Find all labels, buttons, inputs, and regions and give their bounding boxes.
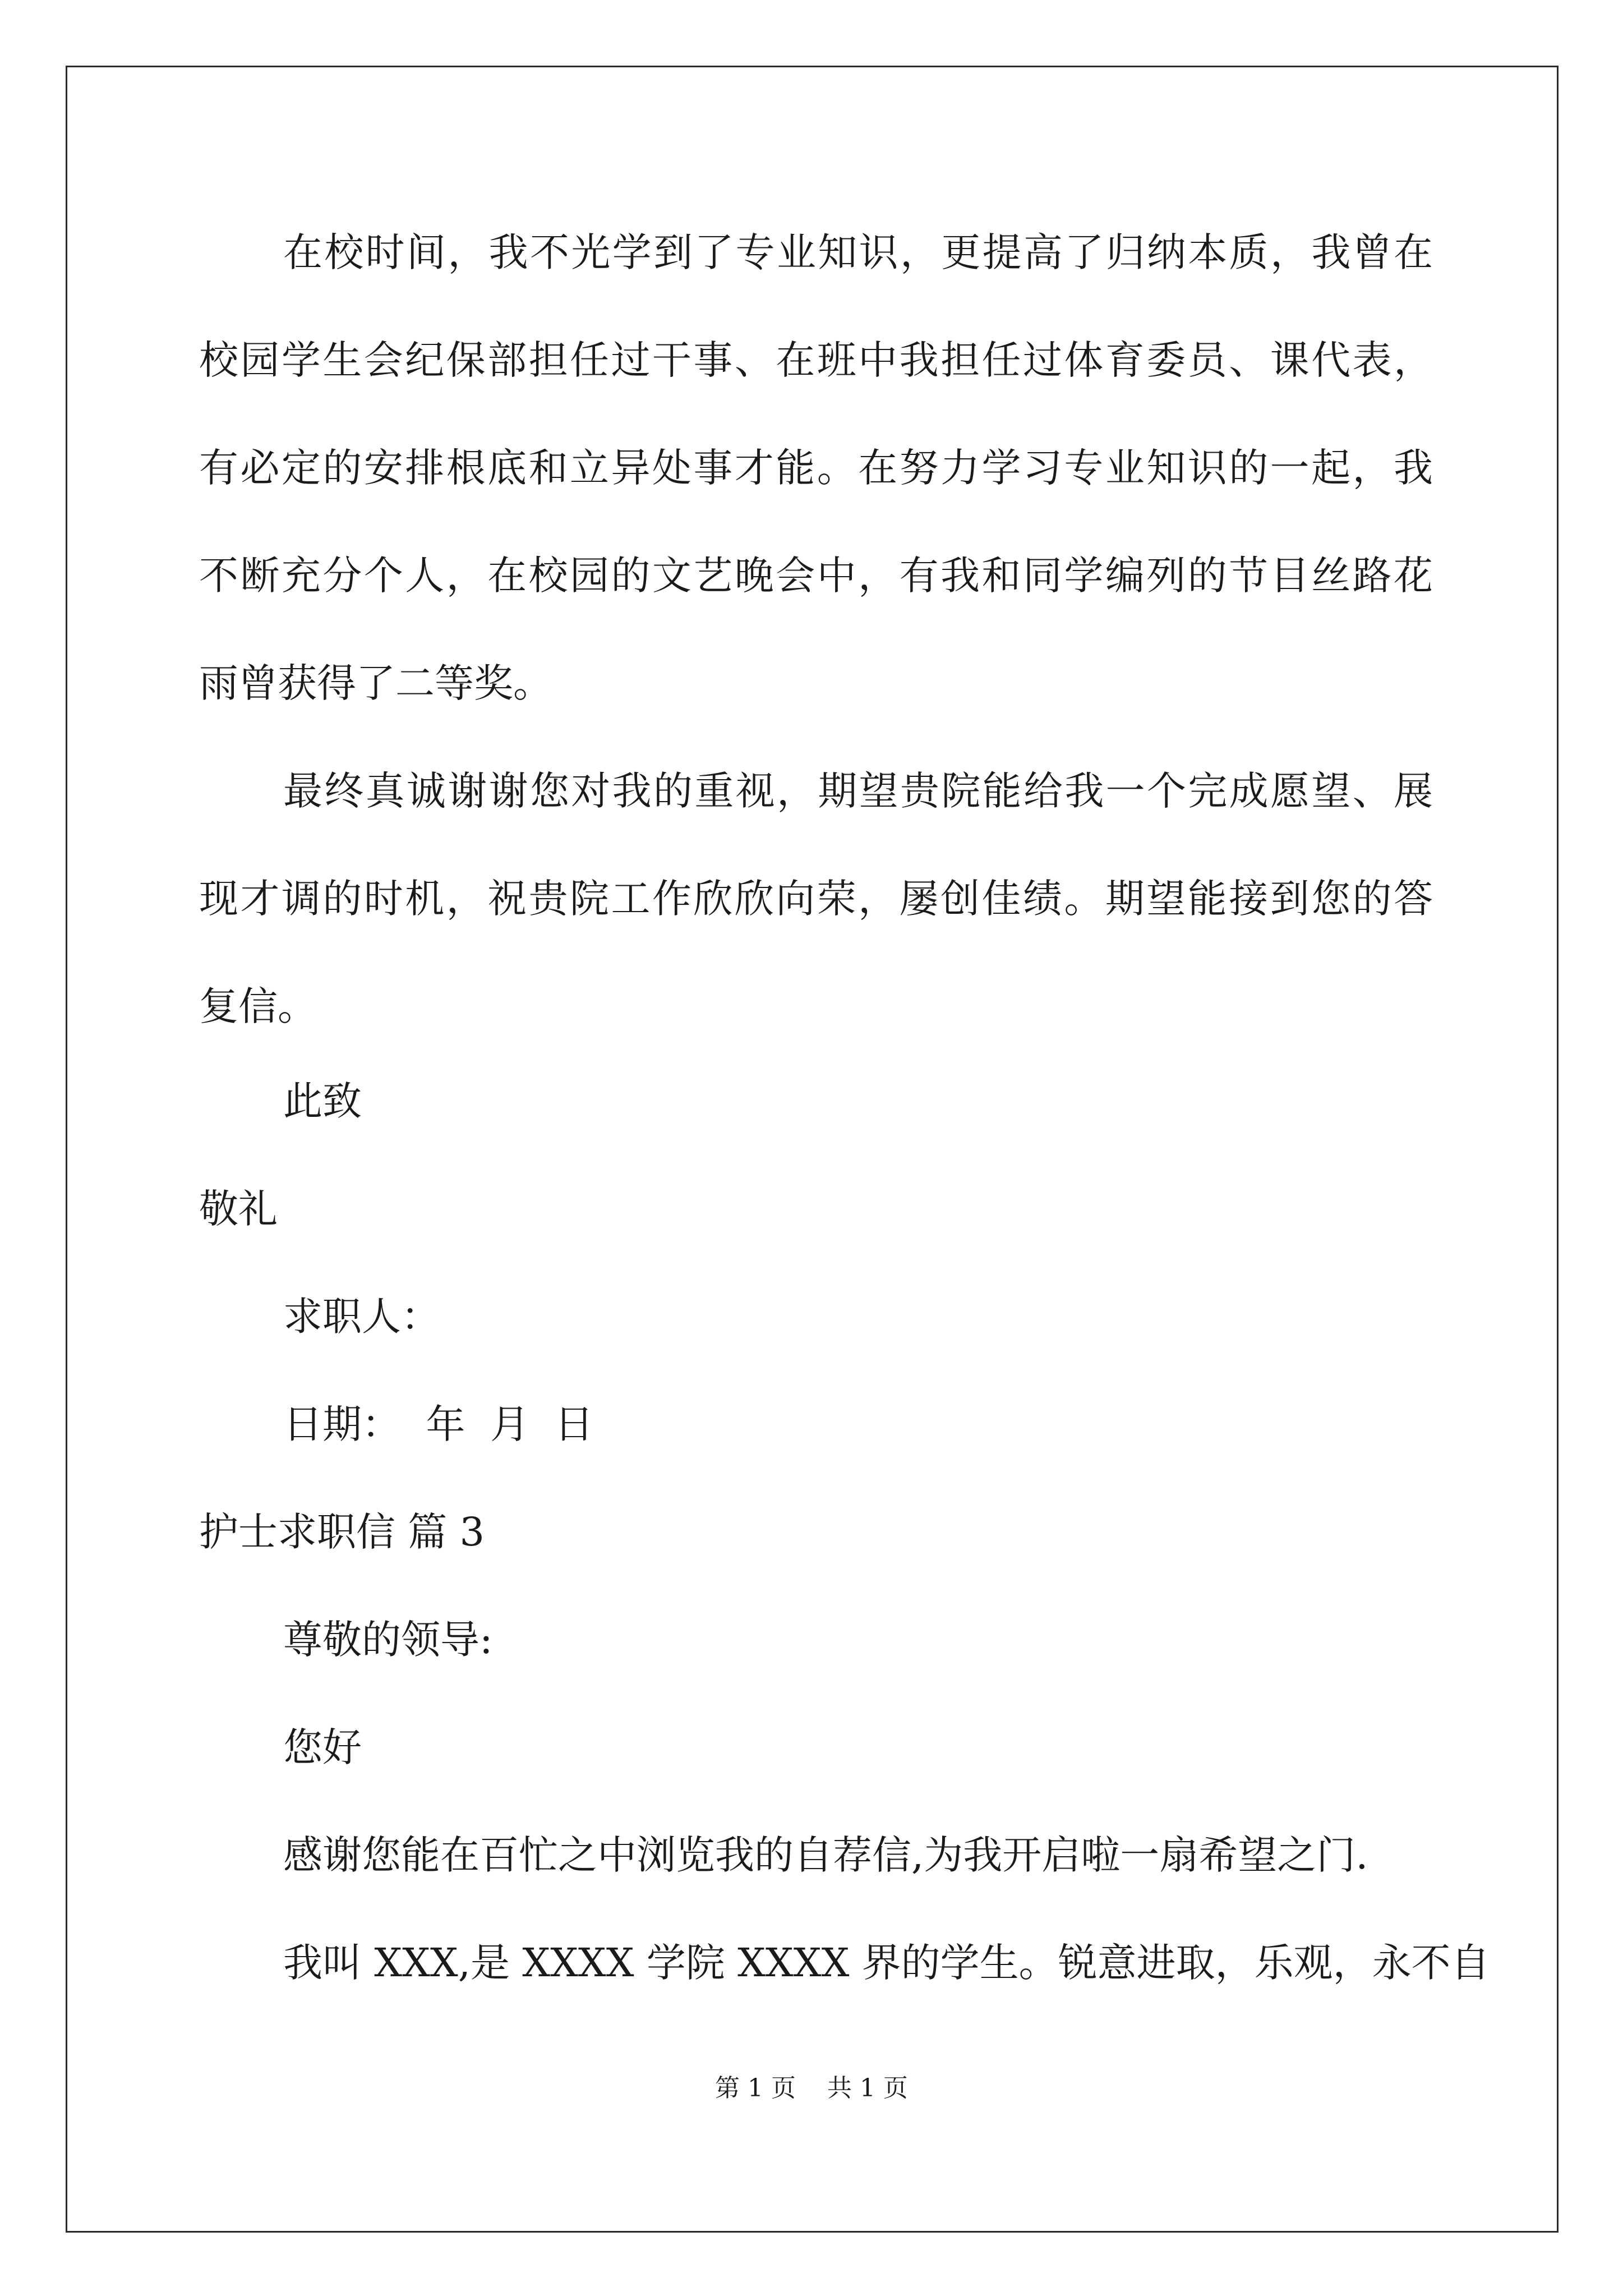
greeting-hello: 您好	[283, 1724, 362, 1770]
date-label: 日期： 年 月 日	[283, 1401, 594, 1447]
paragraph-line: 我叫 XXX,是 XXXX 学院 XXXX 界的学生。锐意进取，乐观，永不自	[283, 1940, 1490, 1986]
paragraph-line: 有必定的安排根底和立异处事才能。在努力学习专业知识的一起，我	[199, 445, 1433, 491]
closing-salutation: 此致	[283, 1078, 362, 1124]
page-border	[66, 66, 1559, 2233]
paragraph-line: 复信。	[199, 983, 317, 1029]
paragraph-line: 现才调的时机，祝贵院工作欣欣向荣，屡创佳绩。期望能接到您的答	[199, 876, 1433, 922]
paragraph-line: 感谢您能在百忙之中浏览我的自荐信,为我开启啦一扇希望之门.	[283, 1832, 1368, 1878]
paragraph-line: 不断充分个人，在校园的文艺晚会中，有我和同学编列的节目丝路花	[199, 553, 1433, 599]
page-footer: 第 1 页 共 1 页	[715, 2074, 908, 2102]
section-heading: 护士求职信 篇 3	[199, 1509, 485, 1555]
paragraph-line: 最终真诚谢谢您对我的重视，期望贵院能给我一个完成愿望、展	[283, 768, 1433, 814]
applicant-label: 求职人：	[283, 1294, 440, 1340]
paragraph-line: 校园学生会纪保部担任过干事、在班中我担任过体育委员、课代表，	[199, 337, 1433, 383]
greeting: 尊敬的领导:	[283, 1617, 493, 1663]
closing-regards: 敬礼	[199, 1186, 278, 1232]
paragraph-line: 雨曾获得了二等奖。	[199, 660, 552, 706]
paragraph-line: 在校时间，我不光学到了专业知识，更提高了归纳本质，我曾在	[283, 229, 1433, 275]
